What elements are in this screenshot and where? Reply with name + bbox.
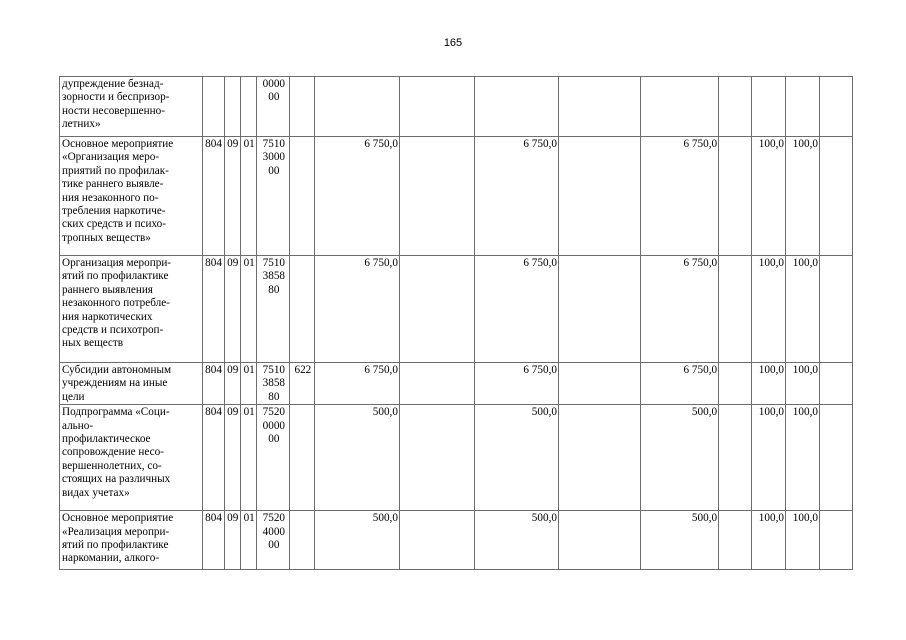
cell-target-article: 0000 00: [257, 77, 290, 137]
cell-amount-4: [558, 405, 640, 511]
cell-amount-plan: 6 750,0: [315, 137, 399, 256]
cell-amount-3: 6 750,0: [474, 363, 558, 405]
cell-name: Организация меропри- ятий по профилактике раннего выявления незаконного потребле- ния наркотических средств и психотроп- ных веществ: [60, 256, 203, 363]
cell-section-code: 09: [224, 363, 240, 405]
cell-name: Основное мероприятие «Организация меро- приятий по профилак- тике раннего выявле- ния незаконного по- требления наркотиче- ских средств и психо- тропных веществ»: [60, 137, 203, 256]
table-row: [60, 77, 853, 137]
cell-amount-plan: 500,0: [315, 511, 399, 570]
cell-percent-2: 100,0: [785, 405, 819, 511]
cell-amount-3: 500,0: [474, 511, 558, 570]
cell-amount-4: [558, 77, 640, 137]
cell-name: Подпрограмма «Соци- ально- профилактическое сопровождение несо- вершеннолетних, со- стоящих на различных видах учетах»: [60, 405, 203, 511]
cell-amount-6: [719, 77, 752, 137]
cell-amount-5: 500,0: [641, 511, 719, 570]
cell-percent-2: 100,0: [785, 137, 819, 256]
cell-ministry-code: 804: [202, 137, 224, 256]
cell-percent-2: [785, 77, 819, 137]
cell-expense-type: [290, 256, 315, 363]
cell-amount-2: [399, 511, 474, 570]
cell-target-article: 7510 3858 80: [257, 363, 290, 405]
cell-section-code: 09: [224, 256, 240, 363]
cell-extra: [819, 137, 852, 256]
cell-amount-4: [558, 363, 640, 405]
cell-section-code: 09: [224, 511, 240, 570]
cell-amount-2: [399, 137, 474, 256]
cell-expense-type: 622: [290, 363, 315, 405]
cell-amount-2: [399, 405, 474, 511]
table-body: [60, 77, 853, 570]
cell-amount-3: [474, 77, 558, 137]
budget-table: [59, 76, 853, 570]
cell-target-article: 7520 0000 00: [257, 405, 290, 511]
cell-amount-6: [719, 137, 752, 256]
cell-expense-type: [290, 137, 315, 256]
table-row: [60, 511, 853, 570]
cell-target-article: 7510 3000 00: [257, 137, 290, 256]
cell-amount-5: 500,0: [641, 405, 719, 511]
cell-extra: [819, 256, 852, 363]
cell-percent-1: 100,0: [751, 511, 785, 570]
cell-percent-1: [751, 77, 785, 137]
cell-percent-2: 100,0: [785, 511, 819, 570]
cell-ministry-code: [202, 77, 224, 137]
cell-amount-6: [719, 511, 752, 570]
cell-amount-plan: 6 750,0: [315, 363, 399, 405]
cell-amount-2: [399, 256, 474, 363]
cell-ministry-code: 804: [202, 256, 224, 363]
cell-amount-3: 6 750,0: [474, 256, 558, 363]
cell-extra: [819, 363, 852, 405]
cell-amount-5: [641, 77, 719, 137]
cell-amount-4: [558, 256, 640, 363]
cell-subsection-code: 01: [240, 256, 256, 363]
cell-ministry-code: 804: [202, 405, 224, 511]
cell-name: дупреждение безнад- зорности и беспризор- ности несовершенно- летних»: [60, 77, 203, 137]
cell-name: Субсидии автономным учреждениям на иные цели: [60, 363, 203, 405]
cell-percent-1: 100,0: [751, 137, 785, 256]
cell-subsection-code: [240, 77, 256, 137]
cell-amount-6: [719, 363, 752, 405]
cell-subsection-code: 01: [240, 405, 256, 511]
cell-amount-5: 6 750,0: [641, 137, 719, 256]
cell-section-code: [224, 77, 240, 137]
cell-amount-plan: 6 750,0: [315, 256, 399, 363]
cell-amount-3: 500,0: [474, 405, 558, 511]
cell-section-code: 09: [224, 405, 240, 511]
cell-percent-1: 100,0: [751, 363, 785, 405]
cell-ministry-code: 804: [202, 363, 224, 405]
table-row: [60, 405, 853, 511]
cell-target-article: 7520 4000 00: [257, 511, 290, 570]
cell-amount-5: 6 750,0: [641, 363, 719, 405]
cell-amount-plan: 500,0: [315, 405, 399, 511]
table-row: [60, 363, 853, 405]
cell-amount-2: [399, 77, 474, 137]
cell-percent-2: 100,0: [785, 256, 819, 363]
cell-subsection-code: 01: [240, 511, 256, 570]
cell-percent-1: 100,0: [751, 405, 785, 511]
cell-subsection-code: 01: [240, 137, 256, 256]
cell-extra: [819, 511, 852, 570]
cell-percent-2: 100,0: [785, 363, 819, 405]
table-row: [60, 256, 853, 363]
cell-amount-3: 6 750,0: [474, 137, 558, 256]
cell-target-article: 7510 3858 80: [257, 256, 290, 363]
cell-extra: [819, 77, 852, 137]
cell-amount-6: [719, 256, 752, 363]
cell-expense-type: [290, 77, 315, 137]
cell-section-code: 09: [224, 137, 240, 256]
page-number: 165: [443, 37, 463, 49]
cell-name: Основное мероприятие «Реализация меропри- ятий по профилактике наркомании, алкого-: [60, 511, 203, 570]
table-row: [60, 137, 853, 256]
cell-ministry-code: 804: [202, 511, 224, 570]
cell-subsection-code: 01: [240, 363, 256, 405]
cell-amount-4: [558, 511, 640, 570]
cell-extra: [819, 405, 852, 511]
cell-amount-5: 6 750,0: [641, 256, 719, 363]
cell-amount-4: [558, 137, 640, 256]
cell-percent-1: 100,0: [751, 256, 785, 363]
cell-expense-type: [290, 511, 315, 570]
cell-amount-2: [399, 363, 474, 405]
cell-expense-type: [290, 405, 315, 511]
cell-amount-plan: [315, 77, 399, 137]
cell-amount-6: [719, 405, 752, 511]
